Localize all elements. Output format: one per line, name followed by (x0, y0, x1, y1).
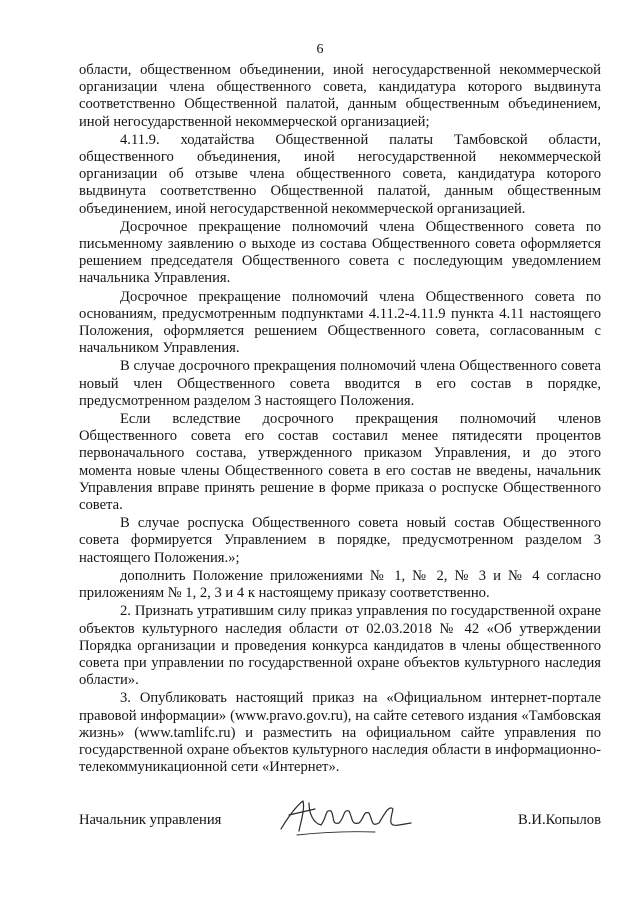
paragraph-2: 4.11.9. ходатайства Общественной палаты Тамбовской области, общественного объединения, иной негосударственной некоммерческой организации об отзыве члена общественного совета, кандидатура которого выдвинута соответственно Общественной палатой, данным общественным объединением, иной негосударственной некоммерческой организацией. (79, 131, 601, 217)
signatory-name: В.И.Копылов (518, 812, 601, 828)
paragraph-7: В случае роспуска Общественного совета новый состав Общественного совета формируется Управлением в порядке, предусмотренном разделом 3 настоящего Положения.»; (79, 515, 601, 566)
signature-block (79, 803, 601, 843)
paragraph-10: 3. Опубликовать настоящий приказ на «Официальном интернет-портале правовой информации» (www.pravo.gov.ru), на сайте сетевого издания «Тамбовская жизнь» (www.tamlifc.ru) и разместить на официальном сайте управления по государственной охране объектов культурного наследия области в информационно-телекоммуникационной сети «Интернет». (79, 690, 601, 776)
paragraph-5: В случае досрочного прекращения полномочий члена Общественного совета новый член Общественного совета вводится в его состав в порядке, предусмотренном разделом 3 настоящего Положения. (79, 358, 601, 409)
signatory-position: Начальник управления (79, 812, 222, 828)
document-body (79, 62, 601, 776)
paragraph-9: 2. Признать утратившим силу приказ управления по государственной охране объектов культурного наследия области от 02.03.2018 № 42 «Об утверждении Порядка организации и проведения конкурса кандидатов в члены общественного совета при управлении по государственной охране объектов культурного наследия области». (79, 603, 601, 689)
paragraph-4: Досрочное прекращение полномочий члена Общественного совета по основаниям, предусмотренным подпунктами 4.11.2-4.11.9 пункта 4.11 настоящего Положения, оформляется решением Общественного совета, согласованным с начальником Управления. (79, 288, 601, 357)
page-number: 6 (316, 42, 324, 57)
paragraph-6: Если вследствие досрочного прекращения полномочий членов Общественного совета его состав составил менее пятидесяти процентов первоначального состава, утвержденного приказом Управления, и до этого момента новые члены Общественного совета в его состав не введены, начальник Управления вправе принять решение в форме приказа о роспуске Общественного совета. (79, 411, 601, 514)
paragraph-1: области, общественном объединении, иной негосударственной некоммерческой организации члена общественного совета, кандидатура которого выдвинута соответственно Общественной палатой, данным общественным объединением, иной негосударственной некоммерческой организацией; (79, 62, 601, 130)
paragraph-3: Досрочное прекращение полномочий члена Общественного совета по письменному заявлению о выходе из состава Общественного совета оформляется решением председателя Общественного совета с последующим уведомлением начальника Управления. (79, 218, 601, 287)
handwritten-signature-icon (275, 795, 415, 839)
paragraph-8: дополнить Положение приложениями № 1, № 2, № 3 и № 4 согласно приложениям № 1, 2, 3 и 4 к настоящему приказу соответственно. (79, 567, 601, 602)
